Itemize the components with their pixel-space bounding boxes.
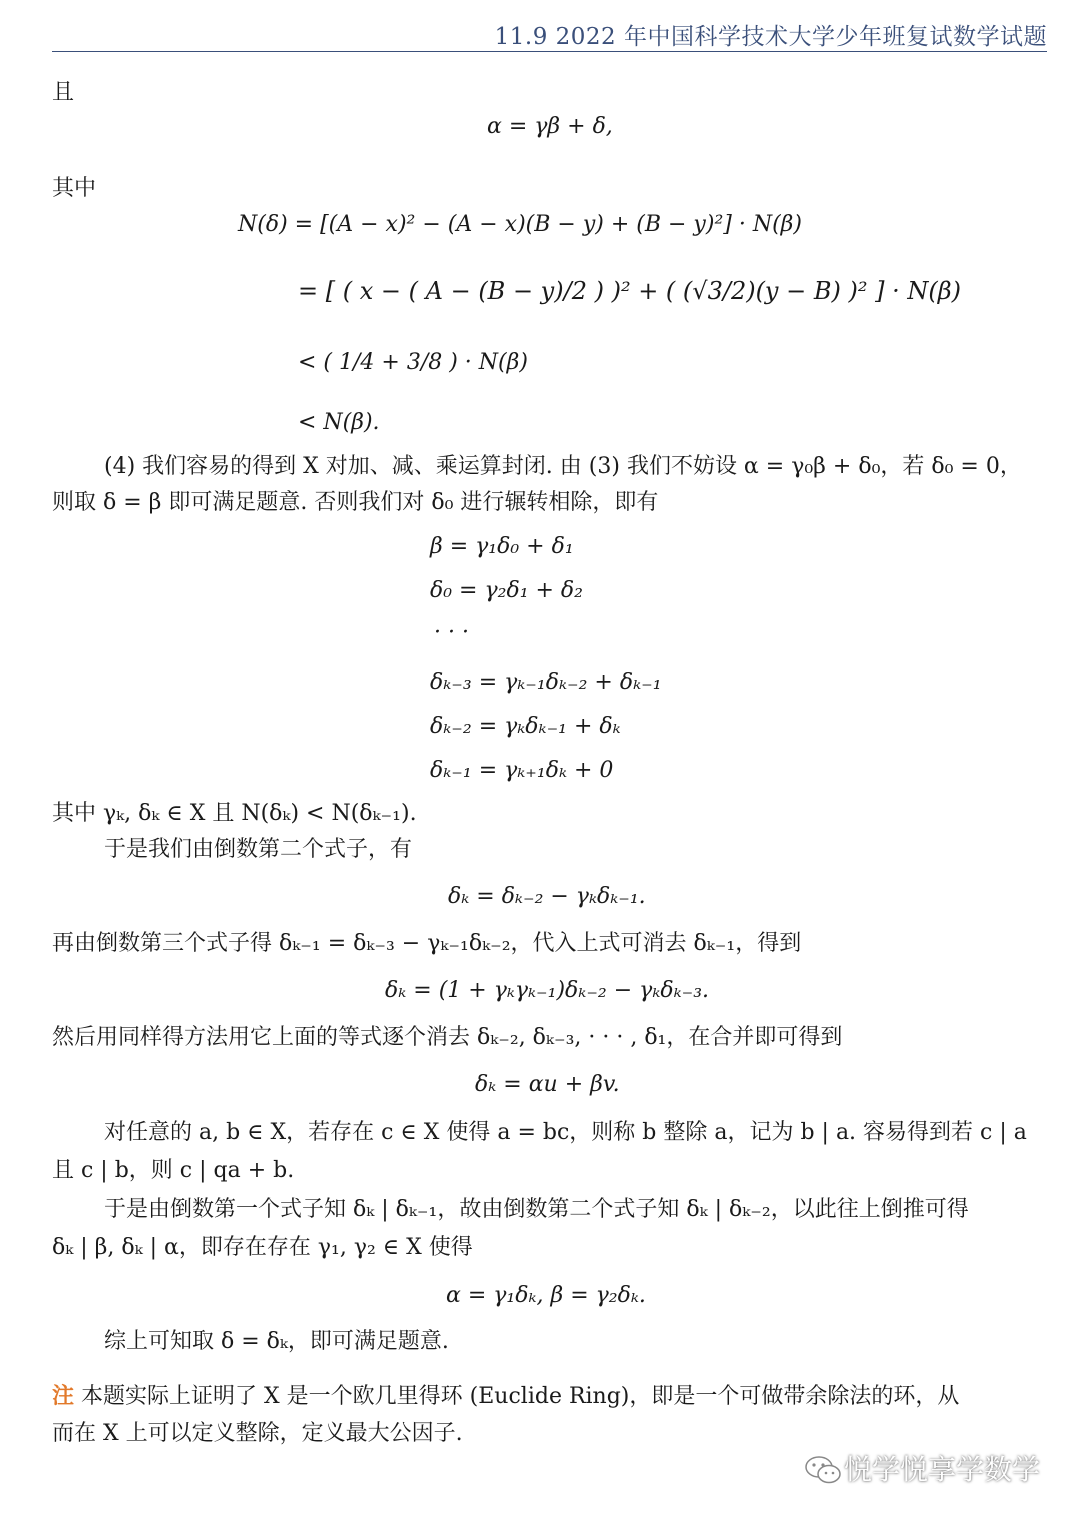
note-text: 本题实际上证明了 X 是一个欧几里得环 (Euclide Ring)，即是一个可做带余除法的环，从 (81, 1384, 960, 1409)
note-line (52, 1377, 1047, 1416)
header-rule (52, 51, 1047, 52)
equation: δₖ = αu + βv. (475, 1072, 620, 1097)
paragraph-line: δₖ | β, δₖ | α，即存在存在 γ₁, γ₂ ∈ X 使得 (52, 1235, 473, 1260)
note-line: 而在 X 上可以定义整除，定义最大公因子. (52, 1421, 463, 1446)
equation-euclid: δₖ₋₁ = γₖ₊₁δₖ + 0 (430, 758, 614, 783)
equation-euclid: δ₀ = γ₂δ₁ + δ₂ (430, 578, 584, 603)
equation-norm-1: N(δ) = [(A − x)² − (A − x)(B − y) + (B − y)²] · N(β) (238, 212, 802, 237)
paragraph-line: 且 c | b，则 c | qa + b. (52, 1158, 295, 1183)
paragraph-line: 然后用同样得方法用它上面的等式逐个消去 δₖ₋₂, δₖ₋₃, · · · , δ₁，在合并即可得到 (52, 1025, 843, 1050)
paragraph-line: 综上可知取 δ = δₖ，即可满足题意. (104, 1329, 449, 1354)
equation-euclid: δₖ₋₃ = γₖ₋₁δₖ₋₂ + δₖ₋₁ (430, 670, 662, 695)
paragraph-line: 则取 δ = β 即可满足题意. 否则我们对 δ₀ 进行辗转相除，即有 (52, 490, 659, 515)
equation-dots: · · · (434, 620, 469, 645)
equation-norm-4: < N(β). (298, 410, 380, 435)
equation: α = γ₁δₖ, β = γ₂δₖ. (446, 1283, 646, 1308)
paragraph-line: 对任意的 a, b ∈ X，若存在 c ∈ X 使得 a = bc，则称 b 整除 a，记为 b | a. 容易得到若 c | a (104, 1120, 1027, 1145)
equation: δₖ = δₖ₋₂ − γₖδₖ₋₁. (448, 884, 646, 909)
equation: α = γβ + δ, (487, 114, 613, 139)
paragraph-line: 于是由倒数第一个式子知 δₖ | δₖ₋₁，故由倒数第二个式子知 δₖ | δₖ₋₂，以此往上倒推可得 (104, 1197, 969, 1222)
equation-norm-2: = [ ( x − ( A − (B − y)/2 ) )² + ( (√3/2)(y − B) )² ] · N(β) (298, 277, 961, 305)
equation-norm-3: < ( 1/4 + 3/8 ) · N(β) (298, 350, 528, 375)
paragraph-line: 于是我们由倒数第二个式子，有 (104, 837, 413, 862)
paragraph-line: (4) 我们容易的得到 X 对加、减、乘运算封闭. 由 (3) 我们不妨设 α = γ₀β + δ₀，若 δ₀ = 0， (104, 454, 1022, 479)
equation-euclid: δₖ₋₂ = γₖδₖ₋₁ + δₖ (430, 714, 621, 739)
wechat-icon (804, 1454, 842, 1486)
text-line: 且 (52, 80, 75, 105)
paragraph-line: 再由倒数第三个式子得 δₖ₋₁ = δₖ₋₃ − γₖ₋₁δₖ₋₂，代入上式可消去 δₖ₋₁，得到 (52, 931, 802, 956)
note-label: 注 (52, 1383, 75, 1409)
paragraph-line: 其中 γₖ, δₖ ∈ X 且 N(δₖ) < N(δₖ₋₁). (52, 801, 417, 826)
equation-euclid: β = γ₁δ₀ + δ₁ (430, 534, 574, 559)
equation: δₖ = (1 + γₖγₖ₋₁)δₖ₋₂ − γₖδₖ₋₃. (385, 978, 710, 1003)
text-line: 其中 (52, 176, 97, 201)
page-header-title: 11.9 2022 年中国科学技术大学少年班复试数学试题 (494, 24, 1047, 50)
watermark-text: 悦学悦享学数学 (843, 1453, 1040, 1486)
